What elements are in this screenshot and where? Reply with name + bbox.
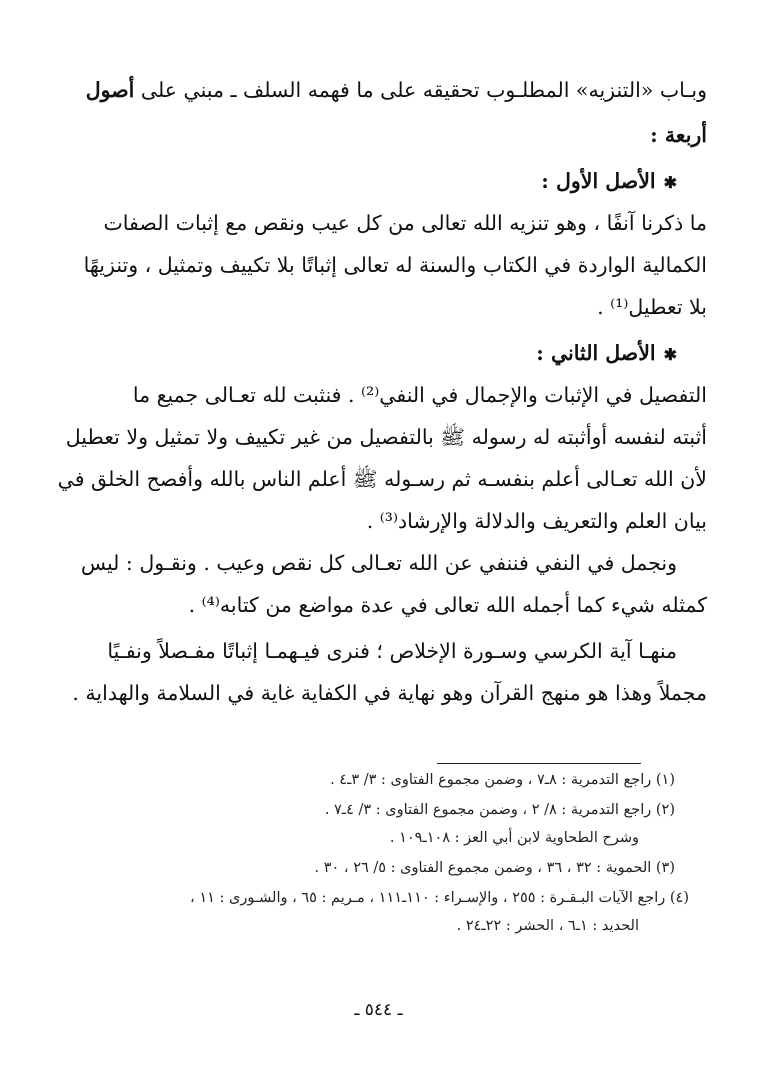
footnote-1: (١) راجع التدمرية : ٨ـ٧ ، وضمن مجموع الفتاوى : ٣/ ٣ـ٤ . xyxy=(330,772,675,788)
footnote-2: (٢) راجع التدمرية : ٨/ ٢ ، وضمن مجموع الفتاوى : ٣/ ٤ـ٧ . xyxy=(324,802,675,818)
footnote-separator xyxy=(437,763,641,764)
paragraph-4-line: منهـا آية الكرسي وسـورة الإخلاص ؛ فنرى فيـهمـا إثباتًا مفـصلاً ونفـيًا xyxy=(107,639,677,663)
footnote-2-continued: وشرح الطحاوية لابن أبي العز : ١٠٨ـ١٠٩ . xyxy=(389,830,639,846)
footnote-4-continued: الحديد : ١ـ٦ ، الحشر : ٢٢ـ٢٤ . xyxy=(456,918,639,934)
intro-line-1 xyxy=(86,73,707,107)
paragraph-4-line: مجملاً وهذا هو منهج القرآن وهو نهاية في الكفاية غاية في السلامة والهداية . xyxy=(72,681,707,705)
intro-bold-word: أصول xyxy=(85,78,135,102)
principle-2-line: بيان العلم والتعريف والدلالة والإرشاد⁽³⁾ . xyxy=(366,509,707,533)
footnote-4: (٤) راجع الآيات البـقـرة : ٢٥٥ ، والإسـراء : ١١٠ـ١١١ ، مـريم : ٦٥ ، والشـورى : ١١ ، xyxy=(190,890,689,906)
principle-1-line: الكمالية الواردة في الكتاب والسنة له تعالى إثباتًا بلا تكييف وتمثيل ، وتنزيهًا xyxy=(83,253,707,277)
intro-text: وبـاب «التنزيه» المطلـوب تحقيقه على ما فهمه السلف ـ مبني على xyxy=(140,78,707,102)
principle-1-line: بلا تعطيل⁽¹⁾ . xyxy=(597,295,707,319)
principle-2-heading xyxy=(536,336,677,372)
footnote-3: (٣) الحموية : ٣٢ ، ٣٦ ، وضمن مجموع الفتاوى : ٥/ ٢٦ ، ٣٠ . xyxy=(314,860,675,876)
principle-1-line: ما ذكرنا آنفًا ، وهو تنزيه الله تعالى من كل عيب ونقص مع إثبات الصفات xyxy=(103,211,707,235)
principle-2-line: لأن الله تعـالى أعلم بنفسـه ثم رسـوله ﷺ أعلم الناس بالله وأفصح الخلق في xyxy=(57,467,707,491)
principle-2-line: أثبته لنفسه أوأثبته له رسوله ﷺ بالتفصيل من غير تكييف ولا تمثيل ولا تعطيل xyxy=(65,425,707,449)
page-number: ـ ٥٤٤ ـ xyxy=(354,1000,403,1020)
principle-2-title: الأصل الثاني : xyxy=(536,341,656,365)
principle-1-title: الأصل الأول : xyxy=(541,169,656,193)
paragraph-3-line: ونجمل في النفي فننفي عن الله تعـالى كل نقص وعيب . ونقـول : ليس xyxy=(80,551,677,575)
paragraph-3-line: كمثله شيء كما أجمله الله تعالى في عدة مواضع من كتابه⁽⁴⁾ . xyxy=(188,593,707,617)
star-icon: ✱ xyxy=(663,173,677,192)
principle-1-heading xyxy=(541,164,677,200)
intro-line-2: أربعة : xyxy=(650,123,707,147)
star-icon: ✱ xyxy=(663,345,677,364)
principle-2-line: التفصيل في الإثبات والإجمال في النفي⁽²⁾ . فنثبت لله تعـالى جميع ما xyxy=(132,383,707,407)
